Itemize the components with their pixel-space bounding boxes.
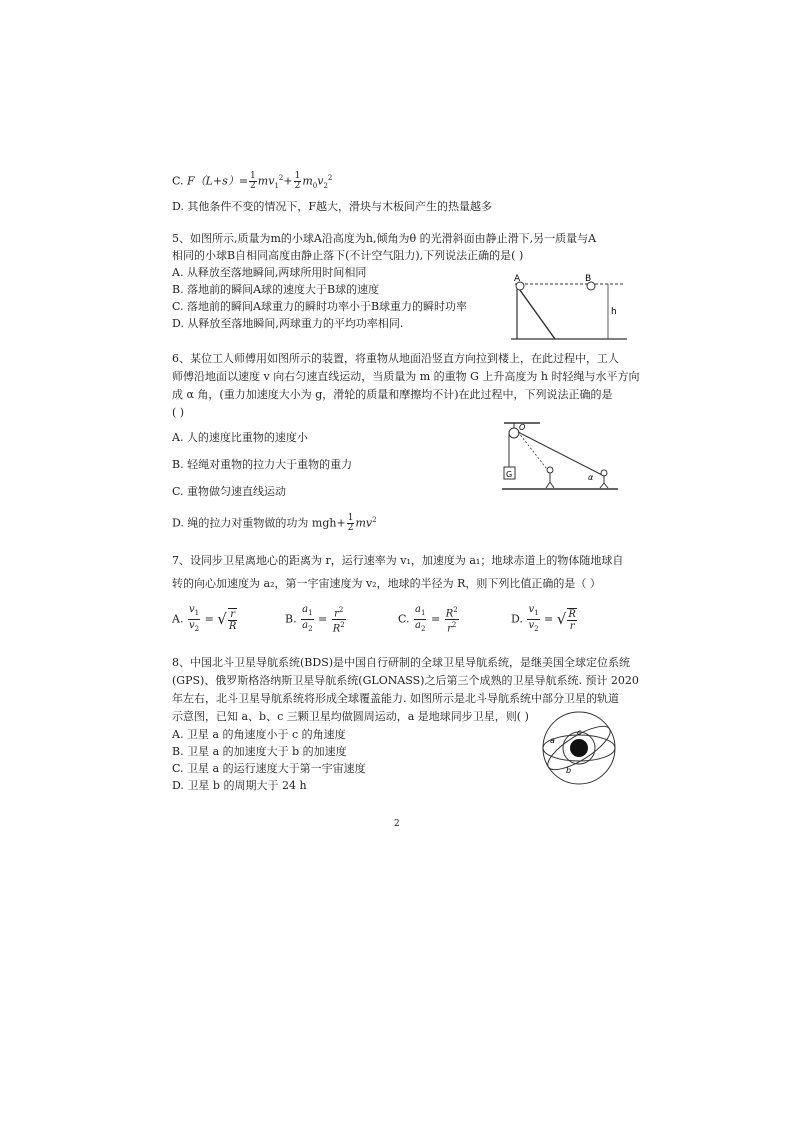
q7-stem-line1: 7、设同步卫星离地心的距离为 r，运行速率为 v₁，加速度为 a₁；地球赤道上的物体随地球自 [172,554,624,567]
q5-stem-line2: 相同的小球B自相同高度由静止落下(不计空气阻力),下列说法正确的是( ) [172,249,524,262]
ratio-r2-R2: $\frac{r^2}{R^2}$ [332,605,345,635]
worker-earlier-leg [546,482,550,488]
fraction-half: $\frac{1}{2}$ [347,513,354,534]
formula-term: mv [355,516,373,530]
q7-option-b: B. $\frac{a_1}{a_2}$ = $\frac{r^2}{R^2}$ [285,604,345,635]
plus-sign: + [283,174,293,188]
q8-option-b: B. 卫星 a 的加速度大于 b 的加速度 [172,745,347,758]
formula-term: mv [257,174,275,188]
q5-option-a: A. 从释放至落地瞬间,两球所用时间相同 [172,266,367,279]
ratio-a1-a2: $\frac{a_1}{a_2}$ [302,604,313,633]
q8-stem-line3: 年左右，北斗卫星导航系统将形成全球覆盖能力. 如图所示是北斗导航系统中部分卫星的轨道 [172,692,619,705]
ratio-R-r: $\frac{R}{r}$ [568,608,576,632]
worker-earlier-leg [550,482,554,488]
sqrt-sign: √ [556,610,567,628]
q6-stem-line4: ( ) [172,406,185,419]
option-label: A. [172,612,184,626]
label-alpha: α [588,473,594,482]
option-label: C. [398,612,410,626]
fraction-half: $\frac{1}{2}$ [250,171,256,192]
label-g: G [506,470,513,479]
option-text: D. 绳的拉力对重物做的功为 mgh+ [172,516,346,530]
label-a: A [514,274,521,284]
rope-current [518,432,604,476]
label-o: O [519,423,526,432]
ratio-r-R: $\frac{r}{R}$ [228,608,237,632]
label-b: b [566,766,572,775]
rope-earlier [518,432,550,473]
ratio-v1-v2: $\frac{v_1}{v_2}$ [188,604,200,633]
q8-stem-line2: (GPS)、俄罗斯格洛纳斯卫星导航系统(GLONASS)之后第三个成熟的卫星导航系统. 预计 2020 [172,674,639,687]
q7-option-c: C. $\frac{a_1}{a_2}$ = $\frac{R^2}{r^2}$ [398,604,458,635]
page-number: 2 [394,819,400,829]
ratio-a1-a2: $\frac{a_1}{a_2}$ [415,604,426,633]
option-label: B. [285,612,297,626]
fraction-half: $\frac{1}{2}$ [294,171,301,192]
label-c: c [577,728,582,737]
q8-stem-line4: 示意图，已知 a、b、c 三颗卫星均做圆周运动，a 是地球同步卫星，则( ) [172,710,529,723]
option-label: C. [172,174,184,188]
q8-option-a: A. 卫星 a 的角速度小于 c 的角速度 [172,728,346,741]
q6-option-a: A. 人的速度比重物的速度小 [172,431,308,444]
q6-option-c: C. 重物做匀速直线运动 [172,485,287,498]
label-a: a [550,736,555,745]
q6-option-d: D. 绳的拉力对重物做的功为 mgh+ $\frac{1}{2}$ $mv^2$ [172,513,377,534]
q5-option-c: C. 落地前的瞬间A球重力的瞬时功率小于B球重力的瞬时功率 [172,300,468,313]
incline-slope [517,286,555,339]
q8-option-d: D. 卫星 b 的周期大于 24 h [172,779,307,792]
pulley-figure [500,420,620,495]
q5-stem-line1: 5、如图所示,质量为m的小球A沿高度为h,倾角为θ 的光滑斜面由静止滑下,另一质量与A [172,232,597,245]
label-h: h [611,307,617,317]
q7-option-d: D. $\frac{v_1}{v_2}$ = √ $\frac{R}{r}$ [511,604,576,633]
worker-head [601,470,607,476]
sqrt-sign: √ [217,610,227,628]
q6-stem-line2: 师傅沿地面以速度 v 向右匀速直线运动，当质量为 m 的重物 G 上升高度为 h 时轻绳与水平方向 [172,370,640,383]
q5-option-d: D. 从释放至落地瞬间,两球重力的平均功率相同. [172,317,404,330]
formula-term: v [317,174,324,188]
ratio-R2-r2: $\frac{R^2}{r^2}$ [445,605,458,635]
q8-option-c: C. 卫星 a 的运行速度大于第一宇宙速度 [172,762,366,775]
label-b: B [585,274,592,284]
q4-option-d: D. 其他条件不变的情况下，F越大，滑块与木板间产生的热量越多 [172,200,493,213]
orbit-figure [541,710,617,786]
q6-stem-line1: 6、某位工人师傅用如图所示的装置，将重物从地面沿竖直方向拉到楼上，在此过程中，工人 [172,352,619,365]
earth [570,739,588,757]
q6-option-b: B. 轻绳对重物的拉力大于重物的重力 [172,458,353,471]
worker-leg [604,483,608,488]
formula-lhs: F（L+s）= [187,174,249,188]
q5-option-b: B. 落地前的瞬间A球的速度大于B球的速度 [172,283,380,296]
pulley [509,428,519,438]
incline-figure [505,272,630,342]
option-label: D. [511,612,523,626]
q4-option-c: C. F（L+s）= $\frac{1}{2}$ $mv_1^2+$ $\frac{1}{2}$ $m_0v_2^2$ [172,171,333,192]
ratio-v1-v2: $\frac{v_1}{v_2}$ [528,604,539,633]
worker-leg [600,483,604,488]
q6-stem-line3: 成 α 角，(重力加速度大小为 g，滑轮的质量和摩擦均不计)在此过程中，下列说法正确的是 [172,388,613,401]
formula-term: m [302,174,313,188]
q7-option-a: A. $\frac{v_1}{v_2}$ = √ $\frac{r}{R}$ [172,604,237,633]
q8-stem-line1: 8、中国北斗卫星导航系统(BDS)是中国自行研制的全球卫星导航系统，是继美国全球定位系统 [172,656,631,669]
q7-stem-line2: 转的向心加速度为 a₂，第一宇宙速度为 v₂，地球的半径为 R，则下列比值正确的是（ ） [172,577,601,590]
worker-earlier-head [547,467,553,473]
